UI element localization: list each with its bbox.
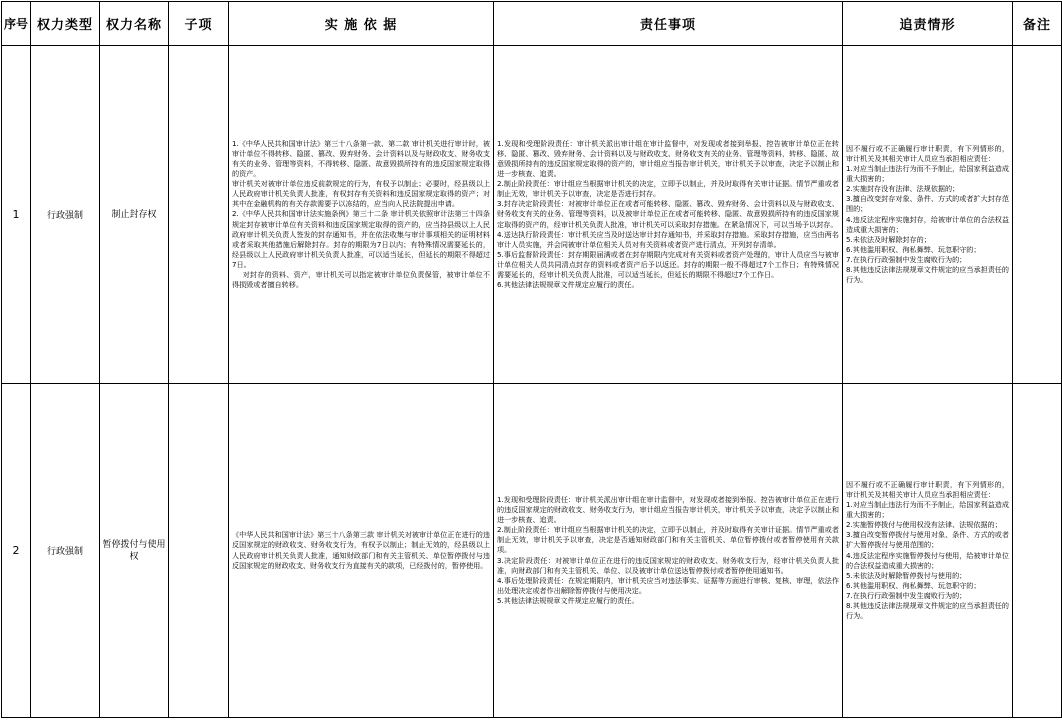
header-sub: 子项: [169, 2, 229, 46]
account-item: 4.违反法定程序实施封存，给被审计单位的合法权益造成重大损害的；: [846, 214, 1009, 234]
header-account: 追责情形: [843, 2, 1013, 46]
duty-item: 1.发现和受理阶段责任：审计机关派出审计组在审计监督中，对发现或者接到举报、控告被审计单位正在进行的违反国家规定的财政收支、财务收支行为，审计组应当报告审计机关，审计机关予以审查，决定予以制止和进一步核查、追责。: [497, 494, 839, 525]
row-note: [1013, 384, 1062, 718]
row-basis: [229, 46, 494, 384]
duty-item: 5.其他法律法规规章文件规定应履行的责任。: [497, 595, 639, 605]
row-sub: [169, 46, 229, 384]
basis-paragraph: 审计机关对被审计单位违反前款规定的行为，有权予以制止；必要时，经县级以上人民政府审计机关负责人批准，有权封存有关资料和违反国家规定取得的资产；对其中在金融机构的有关存款需要予以冻结的，应当向人民法院提出申请。: [232, 179, 490, 209]
basis-paragraph: 对封存的资料、资产，审计机关可以指定被审计单位负责保管，被审计单位不得损毁或者擅自转移。: [232, 270, 490, 290]
row-seq: 1: [2, 46, 31, 384]
row-type: 行政强制: [31, 384, 100, 718]
row-seq: 2: [2, 384, 31, 718]
header-type: 权力类型: [31, 2, 100, 46]
account-item: 7.在执行行政强制中发生腐败行为的；: [846, 590, 967, 600]
account-item: 2.实施封存没有法律、法规依据的；: [846, 184, 960, 194]
row-duty: [494, 384, 843, 718]
header-seq: 序号: [2, 2, 31, 46]
row-account: [843, 384, 1013, 718]
duty-item: 3.决定阶段责任：对被审计单位正在进行的违反国家规定的财政收支、财务收支行为，经审计机关负责人批准，向财政部门和有关主管机关、单位、以及被审计单位送达暂停拨付或者暂停使用通知书。: [497, 555, 839, 575]
header-duty: 责任事项: [494, 2, 843, 46]
account-item: 8.其他违反法律法规规章文件规定的应当承担责任的行为。: [846, 264, 1009, 285]
duty-item: 2.制止阶段责任：审计组应当根据审计机关的决定，立即予以制止，并及时取得有关审计证据。情节严重或者制止无效，审计机关予以审查，决定是否通知财政部门和有关主管机关、单位暂停拨付或者暂停使用有关款项。: [497, 525, 839, 555]
account-item: 1.对应当制止违法行为而不予制止，给国家利益造成重大损害的；: [846, 500, 1009, 520]
row-name: 暂停拨付与使用权: [100, 384, 169, 718]
duty-item: 2.制止阶段责任：审计组应当根据审计机关的决定，立即予以制止，并及时取得有关审计证据。情节严重或者制止无效，审计机关予以审查，决定是否进行封存。: [497, 179, 839, 199]
account-item: 3.擅自改变暂停拨付与使用对象、条件、方式的或者扩大暂停拨付与使用范围的；: [846, 530, 1009, 550]
account-item: 8.其他违反法律法规规章文件规定的应当承担责任的行为。: [846, 600, 1009, 621]
duty-item: 5.事后监督阶段责任：封存期限届满或者在封存期限内完成对有关资料或者资产处理的，审计人员应当与被审计单位相关人员共同清点封存的资料或者资产后予以返还。封存的期限一般不得超过7个工作日；有特殊情况需要延长的，经审计机关负责人批准，可以适当延长，但延长的期限不得超过7个工作日。: [497, 249, 839, 280]
duty-item: 3.封存决定阶段责任：对被审计单位正在或者可能转移、隐匿、篡改、毁弃财务、会计资料以及与财政收支、财务收支有关的业务、管理等资料，以及被审计单位正在或者可能转移、隐匿、故意毁损所持有的违反国家规定取得的资产的，经审计机关负责人批准，审计机关可以采取封存措施。在紧急情况下，可以当场予以封存。: [497, 199, 839, 229]
account-item: 4.违反法定程序实施暂停拨付与使用，给被审计单位的合法权益造成重大损害的；: [846, 550, 1009, 570]
row-account: [843, 46, 1013, 384]
row-basis: [229, 384, 494, 718]
basis-paragraph: 2.《中华人民共和国审计法实施条例》第三十二条 审计机关依照审计法第三十四条规定封存被审计单位有关资料和违反国家规定取得的资产的，应当持县级以上人民政府审计机关负责人签发的封存通知书，并在依法收集与审计事项相关的证明材料或者采取其他措施后解除封存。封存的期限为7日以内；有特殊情况需要延长的，经县级以上人民政府审计机关负责人批准，可以适当延长，但延长的期限不得超过7日。: [232, 209, 490, 269]
basis-paragraph: 《中华人民共和国审计法》第三十八条第三款 审计机关对被审计单位正在进行的违反国家规定的财政收支、财务收支行为，有权予以制止；制止无效的，经县级以上人民政府审计机关负责人批准，通知财政部门和有关主管机关、单位暂停拨付与违反国家规定的财政收支、财务收支行为直接有关的款项，已经拨付的，暂停使用。: [232, 530, 490, 570]
row-note: [1013, 46, 1062, 384]
account-item: 5.未依法及时解除封存的；: [846, 234, 931, 244]
power-list-table: [1, 1, 1062, 718]
account-item: 6.其他滥用职权、徇私舞弊、玩忽职守的；: [846, 580, 981, 590]
basis-paragraph: 1.《中华人民共和国审计法》第三十八条第一款、第二款 审计机关进行审计时，被审计单位不得转移、隐匿、篡改、毁弃财务、会计资料以及与财政收支、财务收支有关的业务、管理等资料，不得转移、隐匿、故意毁损所持有的违反国家规定取得的资产。: [232, 138, 490, 179]
header-row: [2, 2, 1062, 46]
account-item: 5.未依法及时解除暂停拨付与使用的；: [846, 570, 967, 580]
duty-item: 6.其他法律法规规章文件规定应履行的责任。: [497, 280, 639, 290]
duty-item: 4.送达执行阶段责任：审计机关应当及时送达审计封存通知书，并采取封存措施。采取封存措施，应当由两名审计人员实施，并会同被审计单位相关人员对有关资料或者资产进行清点，开列封存清单。: [497, 229, 839, 249]
header-name: 权力名称: [100, 2, 169, 46]
duty-item: 1.发现和受理阶段责任：审计机关派出审计组在审计监督中，对发现或者接到举报、控告被审计单位正在转移、隐匿、篡改、毁弃财务、会计资料以及与财政收支、财务收支有关的业务、管理等资料，转移、隐匿、故意毁损所持有的违反国家规定取得的资产的，审计组应当报告审计机关，审计机关予以审查，决定予以制止和进一步核查、追责。: [497, 138, 839, 179]
account-item: 7.在执行行政强制中发生腐败行为的；: [846, 254, 967, 264]
row-duty: [494, 46, 843, 384]
account-item: 1.对应当制止违法行为而不予制止，给国家利益造成重大损害的；: [846, 164, 1009, 184]
account-item: 6.其他滥用职权、徇私舞弊、玩忽职守的；: [846, 244, 981, 254]
row-name: 制止封存权: [100, 46, 169, 384]
header-basis: 实 施 依 据: [229, 2, 494, 46]
table-row: [2, 384, 1062, 718]
duty-item: 4.事后处理阶段责任：在规定期限内，审计机关应当对违法事实、证据等方面进行审核、复核、审理，依法作出处理决定或者作出解除暂停拨付与使用决定。: [497, 575, 839, 595]
account-item: 3.擅自改变封存对象、条件、方式的或者扩大封存范围的；: [846, 194, 1009, 214]
account-item: 因不履行或不正确履行审计职责，有下列情形的，审计机关及其相关审计人员应当承担相应责任：: [846, 143, 1009, 163]
account-item: 2.实施暂停拨付与使用权没有法律、法规依据的；: [846, 520, 1002, 530]
header-note: 备注: [1013, 2, 1062, 46]
row-type: 行政强制: [31, 46, 100, 384]
account-item: 因不履行或不正确履行审计职责，有下列情形的，审计机关及其相关审计人员应当承担相应责任：: [846, 479, 1009, 499]
table-row: [2, 46, 1062, 384]
row-sub: [169, 384, 229, 718]
